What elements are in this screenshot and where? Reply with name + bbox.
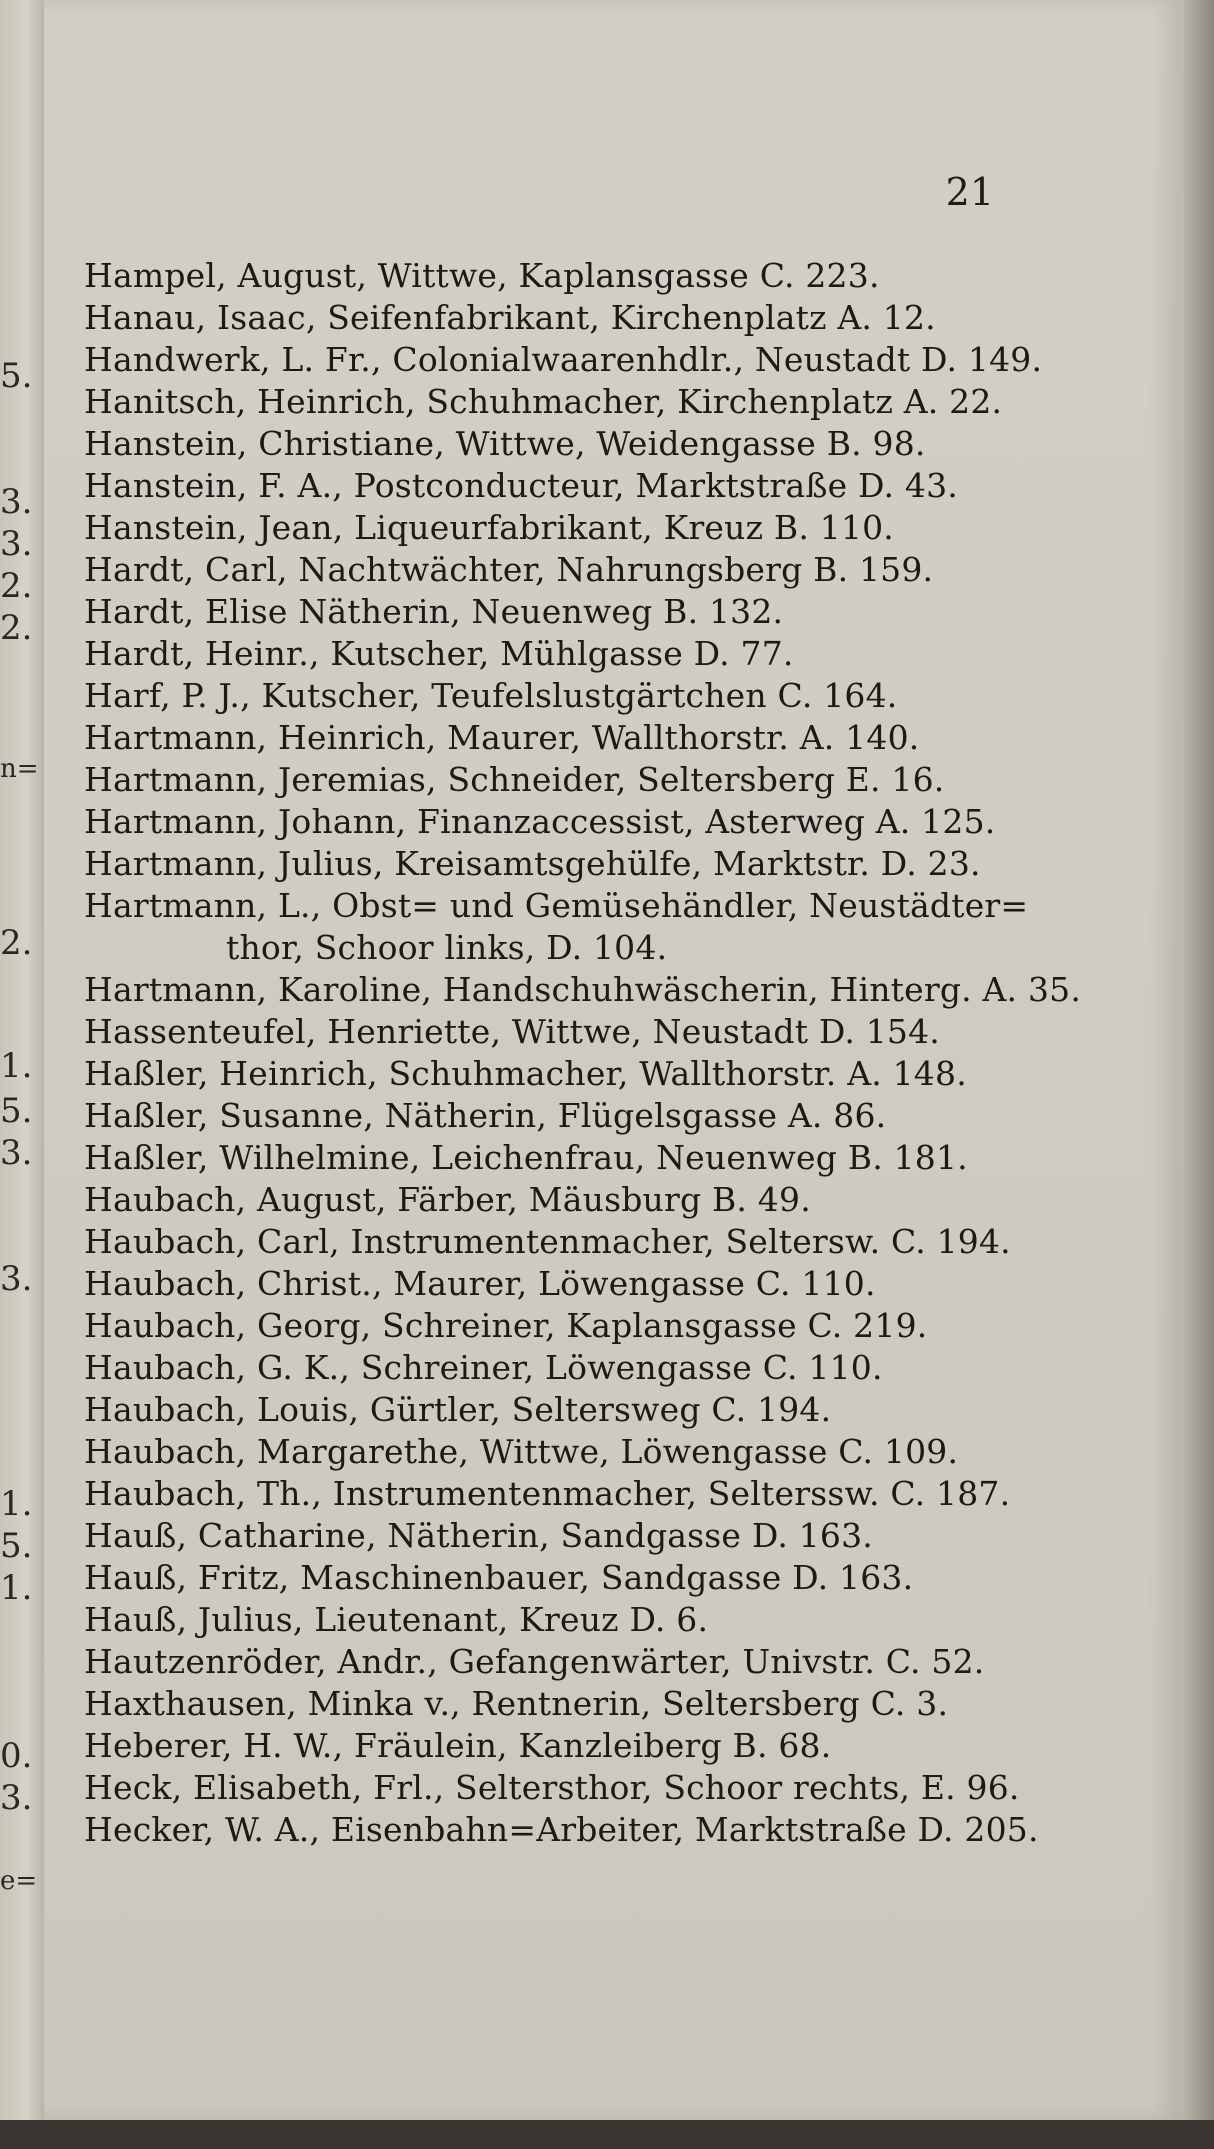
directory-entry: Hartmann, L., Obst= und Gemüsehändler, Neustädter=	[84, 886, 1029, 925]
margin-mark: 2.	[0, 923, 33, 963]
directory-entry: Haubach, Margarethe, Wittwe, Löwengasse C. 109.	[84, 1432, 959, 1471]
directory-entry: Haubach, Th., Instrumentenmacher, Selterssw. C. 187.	[84, 1474, 1011, 1513]
directory-entry: Heberer, H. W., Fräulein, Kanzleiberg B. 68.	[84, 1726, 832, 1765]
directory-entry: Handwerk, L. Fr., Colonialwaarenhdlr., Neustadt D. 149.	[84, 340, 1043, 379]
directory-entry: Hardt, Elise Nätherin, Neuenweg B. 132.	[84, 592, 784, 631]
directory-entry: Heck, Elisabeth, Frl., Seltersthor, Schoor rechts, E. 96.	[84, 1768, 1020, 1807]
margin-mark: 5.	[0, 1526, 33, 1566]
margin-mark: 3.	[0, 1259, 33, 1299]
directory-entry: Hanstein, Jean, Liqueurfabrikant, Kreuz B. 110.	[84, 508, 894, 547]
margin-mark: 3.	[0, 482, 33, 522]
directory-entry: Hartmann, Heinrich, Maurer, Wallthorstr. A. 140.	[84, 718, 920, 757]
margin-mark: e=	[0, 1866, 38, 1896]
book-page	[44, 0, 1184, 2120]
margin-mark: 3.	[0, 1133, 33, 1173]
directory-entry: Haubach, G. K., Schreiner, Löwengasse C. 110.	[84, 1348, 883, 1387]
directory-entry: Haßler, Susanne, Nätherin, Flügelsgasse A. 86.	[84, 1096, 887, 1135]
directory-entry: Haßler, Heinrich, Schuhmacher, Wallthorstr. A. 148.	[84, 1054, 967, 1093]
directory-entry: Hauß, Julius, Lieutenant, Kreuz D. 6.	[84, 1600, 709, 1639]
directory-entry: Haubach, August, Färber, Mäusburg B. 49.	[84, 1180, 811, 1219]
directory-entry: Hanau, Isaac, Seifenfabrikant, Kirchenplatz A. 12.	[84, 298, 936, 337]
margin-mark: 3.	[0, 524, 33, 564]
directory-entry: Harf, P. J., Kutscher, Teufelslustgärtchen C. 164.	[84, 676, 898, 715]
directory-entry: Hassenteufel, Henriette, Wittwe, Neustadt D. 154.	[84, 1012, 940, 1051]
page-number: 21	[945, 170, 994, 214]
page-edge-shadow	[1184, 0, 1214, 2149]
directory-entry: Hauß, Catharine, Nätherin, Sandgasse D. 163.	[84, 1516, 873, 1555]
directory-entry: Haubach, Georg, Schreiner, Kaplansgasse C. 219.	[84, 1306, 928, 1345]
margin-mark: 0.	[0, 1736, 33, 1776]
scan-background	[0, 2120, 1214, 2149]
margin-mark: n=	[0, 754, 39, 784]
directory-entry: Hautzenröder, Andr., Gefangenwärter, Univstr. C. 52.	[84, 1642, 985, 1681]
adjacent-page-edge	[0, 0, 44, 2149]
directory-entry: Hardt, Heinr., Kutscher, Mühlgasse D. 77.	[84, 634, 794, 673]
directory-entry: Hanitsch, Heinrich, Schuhmacher, Kirchenplatz A. 22.	[84, 382, 1003, 421]
directory-entry: Haubach, Christ., Maurer, Löwengasse C. 110.	[84, 1264, 876, 1303]
margin-mark: 1.	[0, 1568, 33, 1608]
directory-entry-list	[84, 255, 1082, 1851]
directory-entry: Hartmann, Karoline, Handschuhwäscherin, Hinterg. A. 35.	[84, 970, 1082, 1009]
directory-entry: Hauß, Fritz, Maschinenbauer, Sandgasse D. 163.	[84, 1558, 914, 1597]
margin-mark: 2.	[0, 566, 33, 606]
margin-mark: 5.	[0, 356, 33, 396]
margin-mark: 3.	[0, 1778, 33, 1818]
directory-entry: Hanstein, F. A., Postconducteur, Marktstraße D. 43.	[84, 466, 958, 505]
directory-entry: Hanstein, Christiane, Wittwe, Weidengasse B. 98.	[84, 424, 926, 463]
margin-mark: 5.	[0, 1091, 33, 1131]
directory-entry: Hampel, August, Wittwe, Kaplansgasse C. 223.	[84, 256, 880, 295]
directory-entry: Haßler, Wilhelmine, Leichenfrau, Neuenweg B. 181.	[84, 1138, 968, 1177]
margin-mark: 2.	[0, 608, 33, 648]
directory-entry: Hartmann, Johann, Finanzaccessist, Asterweg A. 125.	[84, 802, 996, 841]
directory-entry: Hartmann, Julius, Kreisamtsgehülfe, Marktstr. D. 23.	[84, 844, 981, 883]
directory-entry: Hartmann, Jeremias, Schneider, Seltersberg E. 16.	[84, 760, 945, 799]
margin-mark: 1.	[0, 1046, 33, 1086]
margin-mark: 1.	[0, 1484, 33, 1524]
directory-entry: Hardt, Carl, Nachtwächter, Nahrungsberg B. 159.	[84, 550, 934, 589]
directory-entry: Haubach, Carl, Instrumentenmacher, Seltersw. C. 194.	[84, 1222, 1011, 1261]
directory-entry: Hecker, W. A., Eisenbahn=Arbeiter, Marktstraße D. 205.	[84, 1810, 1039, 1849]
directory-entry: Haubach, Louis, Gürtler, Seltersweg C. 194.	[84, 1390, 832, 1429]
directory-entry-continuation: thor, Schoor links, D. 104.	[226, 928, 668, 967]
directory-entry: Haxthausen, Minka v., Rentnerin, Seltersberg C. 3.	[84, 1684, 949, 1723]
